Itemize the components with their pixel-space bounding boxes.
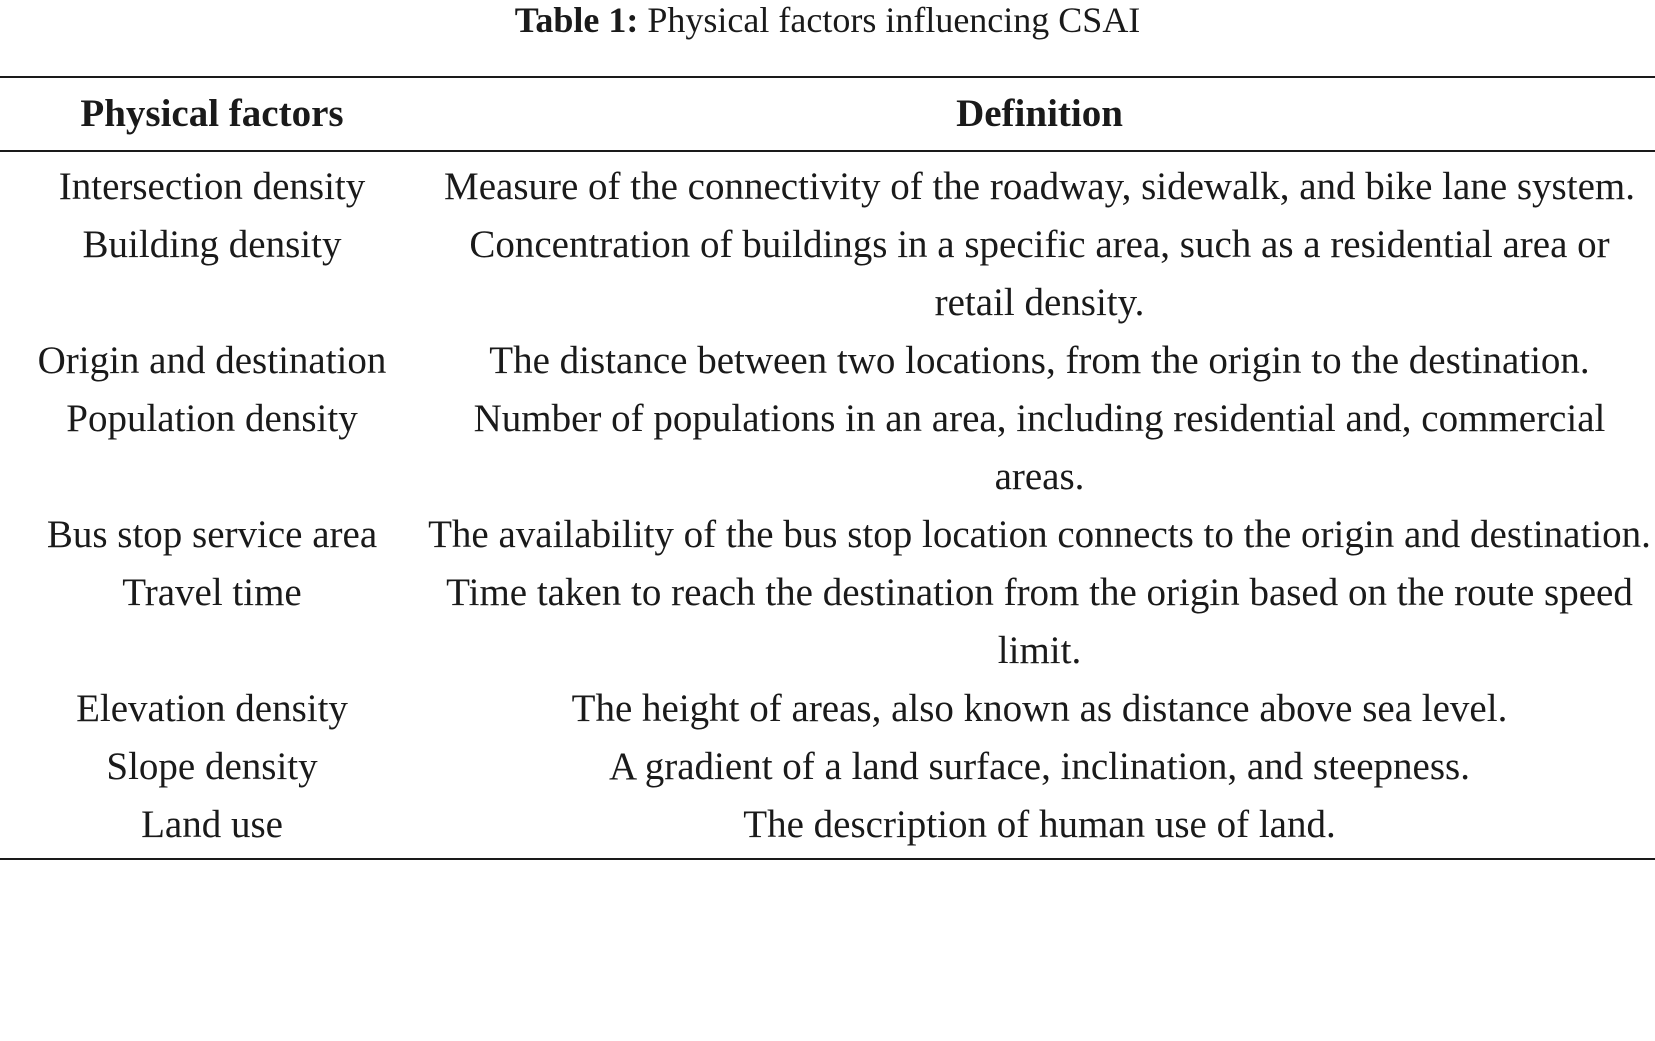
table-row [0,151,1655,216]
definition-cell: Measure of the connectivity of the roadway, sidewalk, and bike lane system. [444,165,1635,208]
table-row [0,796,1655,859]
factor-cell: Slope density [106,745,318,788]
factor-cell: Bus stop service area [46,513,378,556]
table-row [0,216,1655,332]
factor-cell: Elevation density [76,687,348,730]
factor-cell: Intersection density [58,165,366,208]
table-row [0,390,1655,506]
physical-factors-table [0,76,1655,860]
factor-cell: Building density [82,223,342,266]
table-row [0,506,1655,564]
definition-cell: The height of areas, also known as distance above sea level. [571,687,1508,730]
factor-cell: Travel time [122,571,302,614]
definition-cell: Time taken to reach the destination from the origin based on the route speed limit. [446,571,1633,672]
table-row [0,680,1655,738]
table-caption-label: Table 1: [514,0,639,40]
table-caption [0,0,1655,46]
factor-cell: Land use [141,803,283,846]
definition-cell: The availability of the bus stop location connects to the origin and destination. [428,513,1651,556]
table-container [0,76,1655,860]
definition-cell: The distance between two locations, from the origin to the destination. [489,339,1590,382]
definition-cell: Concentration of buildings in a specific area, such as a residential area or retail density. [469,223,1610,324]
factor-cell: Origin and destination [37,339,387,382]
definition-cell: Number of populations in an area, including residential and, commercial areas. [473,397,1606,498]
factor-cell: Population density [66,397,358,440]
definition-cell: The description of human use of land. [743,803,1336,846]
table-row [0,738,1655,796]
table-caption-text: Physical factors influencing CSAI [647,0,1141,40]
table-row [0,564,1655,680]
column-header-definition: Definition [956,92,1123,135]
table-row [0,332,1655,390]
column-header-physical-factors: Physical factors [80,92,344,135]
definition-cell: A gradient of a land surface, inclination, and steepness. [609,745,1470,788]
table-header-row [0,77,1655,151]
